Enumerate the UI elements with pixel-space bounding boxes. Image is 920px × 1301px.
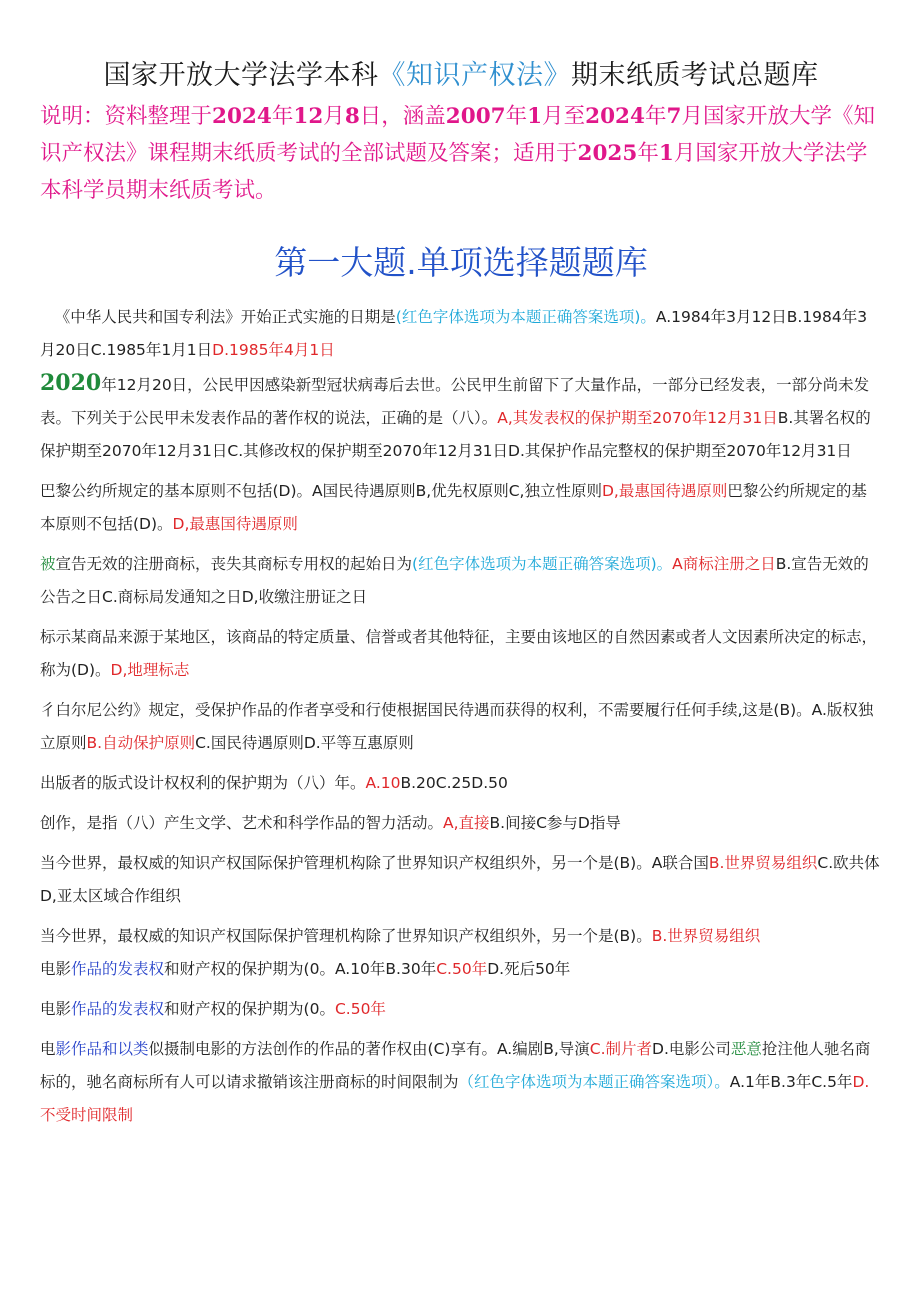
question-text: 巴黎公约所规定的基本原则不包括(D)。A国民待遇原则B,优先权原则C,独立性原则 [40, 482, 602, 500]
correct-answer: A,直接 [443, 814, 490, 832]
question-text: 抢注他人驰名商标的，驰名商标所有人可以请求撤销该注册商标的时间限制为 [40, 1040, 871, 1091]
note-number: 8 [344, 104, 360, 129]
question-text: 出版者的版式设计权权利的保护期为（八）年。 [40, 774, 366, 792]
title-pre: 国家开放大学法学本科 [103, 60, 379, 91]
question-3 [40, 475, 882, 541]
question-text: 电影 [40, 1000, 72, 1018]
highlight-text: 作品的发表权 [71, 1000, 165, 1018]
note-text: 月至 [542, 104, 586, 129]
question-7 [40, 767, 882, 800]
question-text: 《中华人民共和国专利法》开始正式实施的日期是 [54, 308, 396, 326]
question-text: 巴黎公约所规定的基本原则不包括(D)。 [40, 482, 867, 533]
question-options: C.国民待遇原则D.平等互惠原则 [195, 734, 414, 752]
note-number: 1 [527, 104, 543, 129]
question-year: 2020 [40, 370, 102, 396]
note-text: 月 [323, 104, 345, 129]
note-number: 2024 [212, 104, 272, 129]
correct-answer: D.不受时间限制 [40, 1073, 870, 1124]
note-text: 年 [505, 104, 528, 129]
note-text: 月国家开放大学法学本科学员期末纸质考试。 [40, 141, 868, 203]
question-options: B.宣告无效的公告之日C.商标局发通知之日D,收缴注册证之日 [40, 555, 869, 606]
correct-answer: A,其发表权的保护期至2070年12月31日 [497, 409, 778, 427]
question-options: D.电影公司 [652, 1040, 731, 1058]
question-text: 彳白尔尼公约》规定，受保护作品的作者享受和行使根据国民待遇而获得的权利，不需要履行任何手续,这是(B)。A.版权独立原则 [40, 701, 874, 752]
question-9 [40, 847, 882, 913]
title-post: 期末纸质考试总题库 [571, 60, 819, 91]
note-text: 月国家开放大学《知识产权法》课程期末纸质考试的全部试题及答案；适用于 [40, 104, 875, 166]
document-title [40, 56, 882, 96]
question-text: 电 [40, 1040, 56, 1058]
question-text: 年12月20日，公民甲因感染新型冠状病毒后去世。公民甲生前留下了大量作品，一部分已经发表，一部分尚未发表。下列关于公民甲未发表作品的著作权的说法，正确的是（八）。 [40, 376, 870, 427]
question-10 [40, 920, 882, 953]
question-options: B.间接C参与D指导 [489, 814, 621, 832]
answer-hint: (红色字体选项为本题正确答案选项)。 [395, 308, 656, 326]
correct-answer: D,最惠国待遇原则 [601, 482, 728, 500]
question-1 [40, 301, 882, 367]
note-number: 2025 [577, 141, 638, 166]
correct-answer: D.1985年4月1日 [212, 341, 335, 359]
correct-answer: C.50年 [334, 1000, 386, 1018]
correct-answer: B.自动保护原则 [86, 734, 196, 752]
question-2 [40, 367, 882, 468]
note-text: 年 [271, 104, 294, 129]
question-12 [40, 993, 882, 1026]
question-text: 创作，是指（八）产生文学、艺术和科学作品的智力活动。 [40, 814, 444, 832]
correct-answer: D,最惠国待遇原则 [172, 515, 298, 533]
answer-hint: (红色字体选项为本题正确答案选项)。 [412, 555, 673, 573]
question-text: 电影 [40, 960, 72, 978]
correct-answer: B.世界贸易组织 [708, 854, 818, 872]
note-number: 2024 [585, 104, 645, 129]
description-note [40, 98, 882, 209]
question-text: 标示某商品来源于某地区，该商品的特定质量、信誉或者其他特征，主要由该地区的自然因素或者人文因素所决定的标志，称为(D)。 [40, 628, 878, 679]
question-text: 宣告无效的注册商标，丧失其商标专用权的起始日为 [55, 555, 413, 573]
question-options: B.20C.25D.50 [400, 774, 508, 792]
note-text: 说明：资料整理于 [40, 104, 213, 129]
correct-answer: C.制片者 [589, 1040, 653, 1058]
question-options: B.其署名权的保护期至2070年12月31日C.其修改权的保护期至2070年12月31日D.其保护作品完整权的保护期至2070年12月31日 [40, 409, 871, 460]
note-text: 日，涵盖 [359, 104, 446, 129]
question-text: 似摄制电影的方法创作的作品的著作权由(C)享有。A.编剧B,导演 [148, 1040, 590, 1058]
highlight-text: 作品的发表权 [71, 960, 165, 978]
question-text: 和财产权的保护期为(0。A.10年B.30年 [164, 960, 437, 978]
highlight-text: 恶意 [730, 1040, 762, 1058]
question-5 [40, 621, 882, 687]
correct-answer: C.50年 [436, 960, 488, 978]
note-number: 7 [666, 104, 682, 129]
answer-hint: （红色字体选项为本题正确答案选项）。 [458, 1073, 730, 1091]
question-4 [40, 548, 882, 614]
question-text: 和财产权的保护期为(0。 [164, 1000, 335, 1018]
highlight-text: 影作品和以类 [55, 1040, 149, 1058]
question-lead-char: 被 [40, 555, 56, 573]
question-options: A.1984年3月12日B.1984年3月20日C.1985年1月1日 [40, 308, 868, 359]
question-options: A.1年B.3年C.5年 [729, 1073, 853, 1091]
question-text: 当今世界，最权威的知识产权国际保护管理机构除了世界知识产权组织外，另一个是(B)。 [40, 927, 652, 945]
section-title: 第一大题.单项选择题题库 [274, 243, 648, 282]
question-options: C.欧共体D,亚太区域合作组织 [40, 854, 880, 905]
question-6 [40, 694, 882, 760]
question-8 [40, 807, 882, 840]
note-text: 年 [644, 104, 667, 129]
title-course: 《知识产权法》 [378, 60, 571, 91]
correct-answer: D,地理标志 [110, 661, 190, 679]
correct-answer: A.10 [365, 774, 401, 792]
correct-answer: A商标注册之日 [672, 555, 776, 573]
question-13 [40, 1033, 882, 1132]
note-number: 2007 [445, 104, 506, 129]
question-11 [40, 953, 882, 986]
note-number: 12 [293, 104, 324, 129]
note-number: 1 [658, 141, 674, 166]
question-text: 当今世界，最权威的知识产权国际保护管理机构除了世界知识产权组织外，另一个是(B)。A联合国 [40, 854, 709, 872]
question-options: D.死后50年 [487, 960, 571, 978]
note-text: 年 [637, 141, 659, 166]
correct-answer: B.世界贸易组织 [651, 927, 761, 945]
